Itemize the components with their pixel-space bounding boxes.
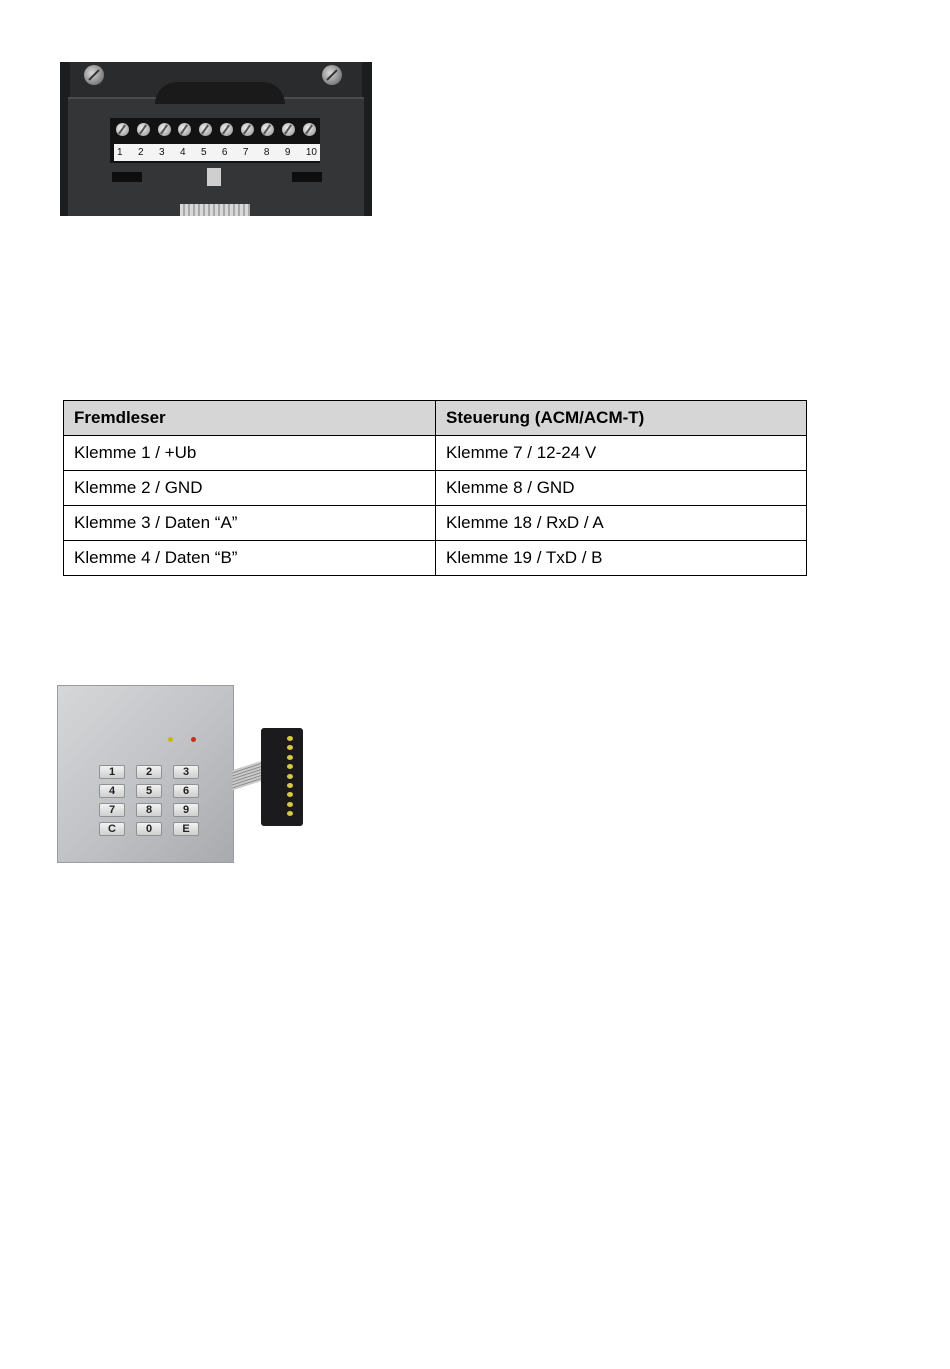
housing-slot-right bbox=[292, 172, 322, 182]
keypad-key: 9 bbox=[173, 803, 199, 817]
terminal-screw-icon bbox=[158, 123, 171, 136]
table-row bbox=[64, 471, 807, 506]
terminal-label: 9 bbox=[284, 147, 291, 158]
table-cell: Klemme 18 / RxD / A bbox=[436, 506, 807, 541]
keypad-key: E bbox=[173, 822, 199, 836]
terminal-block-photo bbox=[60, 62, 372, 216]
terminal-label: 2 bbox=[137, 147, 144, 158]
terminal-label: 1 bbox=[117, 147, 123, 158]
wiring-table bbox=[63, 400, 807, 576]
keypad-key: 3 bbox=[173, 765, 199, 779]
terminal-connector bbox=[261, 728, 303, 826]
table-cell: Klemme 8 / GND bbox=[436, 471, 807, 506]
mounting-screw-right-icon bbox=[322, 65, 342, 85]
mounting-screw-left-icon bbox=[84, 65, 104, 85]
keypad-key: 0 bbox=[136, 822, 162, 836]
table-cell: Klemme 3 / Daten “A” bbox=[64, 506, 436, 541]
keypad-key: 8 bbox=[136, 803, 162, 817]
table-cell: Klemme 19 / TxD / B bbox=[436, 541, 807, 576]
keypad-grid bbox=[99, 765, 199, 841]
terminal-label: 7 bbox=[242, 147, 249, 158]
terminal-screw-icon bbox=[241, 123, 254, 136]
ribbon-cable bbox=[180, 204, 250, 216]
table-cell: Klemme 2 / GND bbox=[64, 471, 436, 506]
terminal-screw-icon bbox=[303, 123, 316, 136]
table-cell: Klemme 1 / +Ub bbox=[64, 436, 436, 471]
keypad-key: C bbox=[99, 822, 125, 836]
keypad-key: 7 bbox=[99, 803, 125, 817]
terminal-label: 4 bbox=[179, 147, 186, 158]
terminal-label: 5 bbox=[200, 147, 207, 158]
terminal-screws bbox=[116, 123, 316, 139]
status-led-yellow-icon bbox=[168, 737, 173, 742]
table-row bbox=[64, 506, 807, 541]
terminal-label: 10 bbox=[305, 147, 317, 158]
keypad-key: 4 bbox=[99, 784, 125, 798]
keypad-reader-photo bbox=[55, 680, 335, 870]
table-cell: Klemme 7 / 12-24 V bbox=[436, 436, 807, 471]
terminal-screw-icon bbox=[282, 123, 295, 136]
keypad-panel bbox=[57, 685, 234, 863]
terminal-screw-icon bbox=[199, 123, 212, 136]
terminal-screw-icon bbox=[220, 123, 233, 136]
connector-pin-icon bbox=[287, 736, 293, 741]
dip-switch bbox=[207, 168, 221, 186]
terminal-screw-icon bbox=[116, 123, 129, 136]
connector-pin-icon bbox=[287, 764, 293, 769]
keypad-key: 1 bbox=[99, 765, 125, 779]
connector-pin-icon bbox=[287, 755, 293, 760]
table-row bbox=[64, 541, 807, 576]
connector-pin-icon bbox=[287, 811, 293, 816]
column-header-steuerung: Steuerung (ACM/ACM-T) bbox=[436, 401, 807, 436]
status-led-red-icon bbox=[191, 737, 196, 742]
terminal-number-strip bbox=[114, 144, 320, 161]
keypad-key: 5 bbox=[136, 784, 162, 798]
table-header-row bbox=[64, 401, 807, 436]
keypad-key: 2 bbox=[136, 765, 162, 779]
connector-pin-icon bbox=[287, 802, 293, 807]
connector-pins bbox=[287, 736, 295, 816]
column-header-fremdleser: Fremdleser bbox=[64, 401, 436, 436]
terminal-screw-icon bbox=[178, 123, 191, 136]
table-cell: Klemme 4 / Daten “B” bbox=[64, 541, 436, 576]
table-row bbox=[64, 436, 807, 471]
connector-pin-icon bbox=[287, 745, 293, 750]
terminal-screw-icon bbox=[137, 123, 150, 136]
housing-slot-left bbox=[112, 172, 142, 182]
terminal-label: 3 bbox=[158, 147, 165, 158]
housing-arch bbox=[155, 82, 285, 104]
keypad-key: 6 bbox=[173, 784, 199, 798]
connector-pin-icon bbox=[287, 783, 293, 788]
terminal-screw-icon bbox=[261, 123, 274, 136]
terminal-label: 6 bbox=[221, 147, 228, 158]
terminal-label: 8 bbox=[263, 147, 270, 158]
connector-pin-icon bbox=[287, 792, 293, 797]
connector-pin-icon bbox=[287, 774, 293, 779]
